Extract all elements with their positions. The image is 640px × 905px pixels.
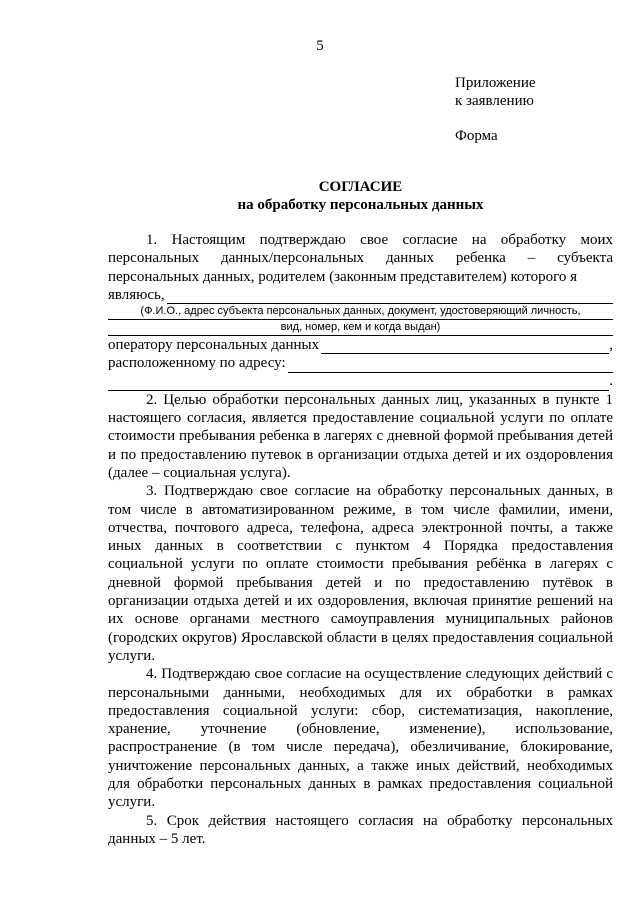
paragraph-5: 5. Срок действия настоящего согласия на обработку персональных данных – 5 лет. xyxy=(108,812,613,847)
page-number: 5 xyxy=(316,38,324,54)
address-line-2 xyxy=(108,373,613,391)
document-title: СОГЛАСИЕ xyxy=(318,179,403,195)
address-end-dot: . xyxy=(609,373,613,390)
appendix-line-2: к заявлению xyxy=(455,93,534,109)
subject-line xyxy=(108,286,613,304)
address-field-2[interactable] xyxy=(108,377,609,391)
document-body xyxy=(108,231,613,848)
iam-label: являюсь, xyxy=(108,286,165,303)
document-subtitle: на обработку персональных данных xyxy=(237,197,484,213)
paragraph-3: 3. Подтверждаю свое согласие на обработку персональных данных, в том числе в автоматизированном режиме, в том числе фамилии, имени, отчества, почтового адреса, телефона, адреса электронной почты, а также иных данных в соответствии с пунктом 4 Порядка предоставления социальной услуги по оплате стоимости пребывания ребёнка в лагерях с дневной формой пребывания детей и по предоставлению путёвок в организации отдыха детей и их оздоровления, включая принятие решений на их основе органами местного самоуправления муниципальных районов (городских округов) Ярославской области в целях предоставления социальной услуги. xyxy=(108,483,613,664)
form-label: Форма xyxy=(455,128,498,144)
paragraph-2: 2. Целью обработки персональных данных лиц, указанных в пункте 1 настоящего согласия, является предоставление социальной услуги по оплате стоимости пребывания ребенка в лагерях с дневной формой пребывания детей и по предоставлению путевок в организации отдыха детей и их оздоровления (далее – социальная услуга). xyxy=(108,391,613,481)
paragraph-4: 4. Подтверждаю свое согласие на осуществление следующих действий с персональными данными, необходимых для их обработки в рамках предоставления социальной услуги: сбор, систематизация, накопление, хранение, уточнение (обновление, изменение), использование, распространение (в том числе передача), обезличивание, блокирование, уничтожение персональных данных, а также иных действий, необходимых для обработки персональных данных в рамках предоставления социальной услуги. xyxy=(108,666,613,811)
address-label: расположенному по адресу: xyxy=(108,355,286,372)
operator-label: оператору персональных данных xyxy=(108,337,320,354)
subject-note-1: (Ф.И.О., адрес субъекта персональных данных, документ, удостоверяющий личность, xyxy=(108,304,613,320)
operator-comma: , xyxy=(609,337,613,354)
subject-name-field[interactable] xyxy=(167,290,613,304)
operator-line xyxy=(108,336,613,354)
paragraph-1: 1. Настоящим подтверждаю свое согласие на обработку моих персональных данных/персональных данных ребенка – субъекта персональных данных, родителем (законным представителем) которого я xyxy=(108,232,613,285)
address-line xyxy=(108,354,613,372)
address-field[interactable] xyxy=(288,359,613,373)
operator-field[interactable] xyxy=(321,340,609,354)
appendix-line-1: Приложение xyxy=(455,75,536,91)
subject-note-2: вид, номер, кем и когда выдан) xyxy=(108,320,613,336)
